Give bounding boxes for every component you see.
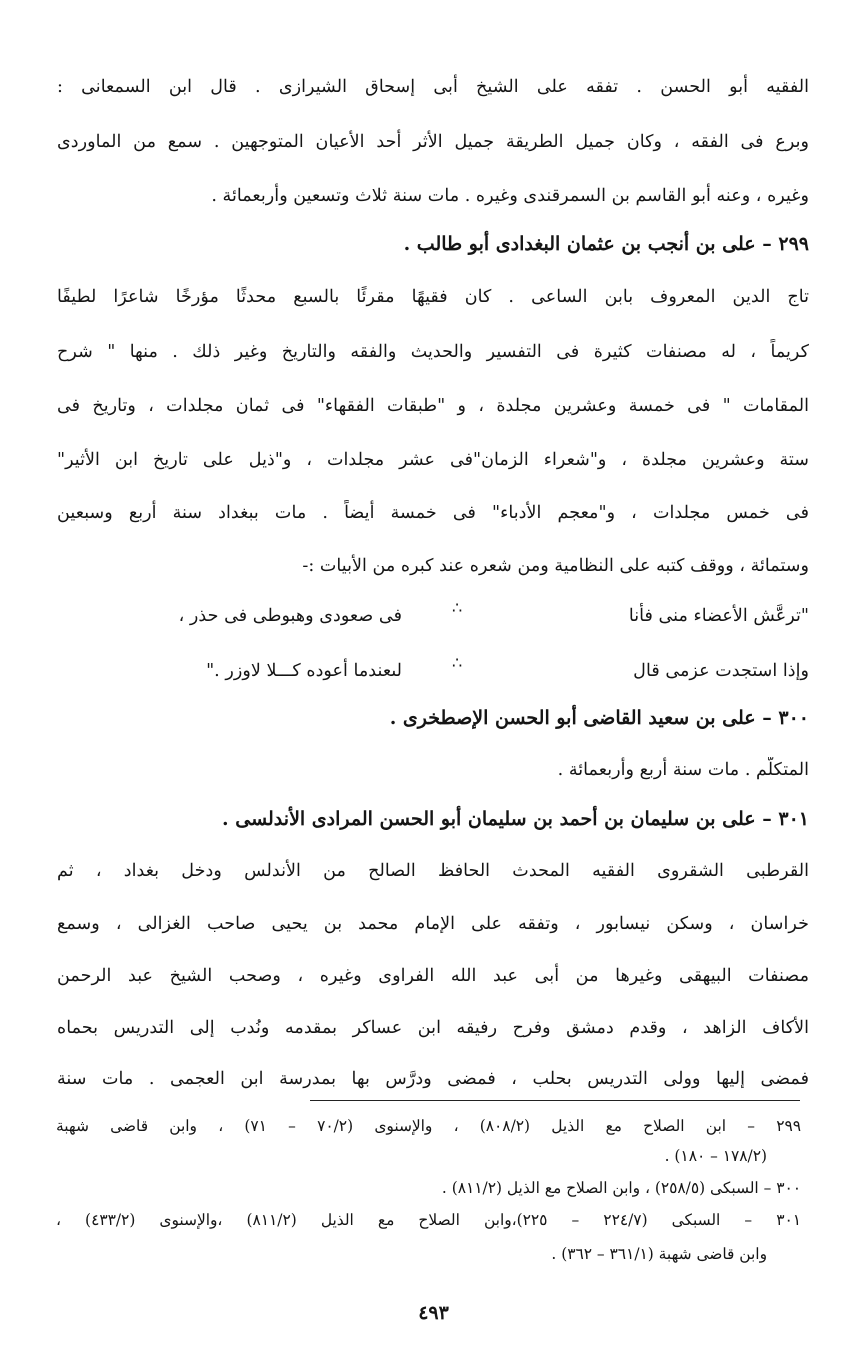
footnote-line: ٢٩٩ – ابن الصلاح مع الذيل (٨٠٨/٢) ، والإسنوى (٧٠/٢ – ٧١) ، وابن قاضى شهبة bbox=[56, 1117, 801, 1135]
verse-1-second-hemistich: فى صعودى وهبوطى فى حذر ، bbox=[178, 606, 402, 626]
footnote-line: ٣٠١ – السبكى (٢٢٤/٧ – ٢٢٥)،وابن الصلاح مع الذيل (٨١١/٢) ،والإسنوى (٤٣٣/٢) ، bbox=[56, 1211, 801, 1229]
verse-2-first-hemistich: وإذا استجدت عزمى قال bbox=[633, 661, 809, 681]
body-line: القرطبى الشقروى الفقيه المحدث الحافظ الصالح من الأندلس ودخل بغداد ، ثم bbox=[57, 861, 809, 881]
body-line: مصنفات البيهقى وغيرها من أبى عبد الله الفراوى وغيره ، وصحب الشيخ عبد الرحمن bbox=[57, 966, 809, 986]
body-line: ستة وعشرين مجلدة ، و"شعراء الزمان"فى عشر مجلدات ، و"ذيل على تاريخ ابن الأثير" bbox=[57, 450, 809, 470]
body-line: كريماً ، له مصنفات كثيرة فى التفسير والحديث والفقه والتاريخ وغير ذلك . منها " شرح bbox=[57, 342, 809, 362]
entry-heading-300: ٣٠٠ – على بن سعيد القاضى أبو الحسن الإصطخرى . bbox=[389, 707, 809, 729]
body-line: المقامات " فى خمسة وعشرين مجلدة ، و "طبقات الفقهاء" فى ثمان مجلدات ، وتاريخ فى bbox=[57, 396, 809, 416]
body-line: فى خمس مجلدات ، و"معجم الأدباء" فى خمسة أيضاً . مات ببغداد سنة أربع وسبعين bbox=[57, 503, 809, 523]
body-line: تاج الدين المعروف بابن الساعى . كان فقيهًا مقرئًا بالسبع محدثًا مؤرخًا شاعرًا لطيفًا bbox=[57, 287, 809, 307]
footnote-line: (١٧٨/٢ – ١٨٠) . bbox=[664, 1147, 767, 1165]
body-line: وبرع فى الفقه ، وكان جميل الطريقة جميل الأثر أحد الأعيان المتوجهين . سمع من الماوردى bbox=[57, 132, 809, 152]
body-line: الفقيه أبو الحسن . تفقه على الشيخ أبى إسحاق الشيرازى . قال ابن السمعانى : bbox=[57, 77, 809, 97]
page-number: ٤٩٣ bbox=[418, 1302, 449, 1324]
entry-heading-301: ٣٠١ – على بن سليمان بن أحمد بن سليمان أبو الحسن المرادى الأندلسى . bbox=[222, 808, 809, 830]
entry-heading-299: ٢٩٩ – على بن أنجب بن عثمان البغدادى أبو طالب . bbox=[403, 233, 809, 255]
verse-separator: ∴ bbox=[452, 653, 463, 672]
body-line: الأكاف الزاهد ، وقدم دمشق وفرح رفيقه ابن عساكر بمقدمه ونُدب إلى التدريس بحماه bbox=[57, 1018, 809, 1038]
footnote-line: ٣٠٠ – السبكى (٢٥٨/٥) ، وابن الصلاح مع الذيل (٨١١/٢) . bbox=[441, 1179, 801, 1197]
footnote-rule bbox=[310, 1100, 800, 1101]
footnote-line: وابن قاضى شهبة (٣٦١/١ – ٣٦٢) . bbox=[551, 1245, 767, 1263]
verse-separator: ∴ bbox=[452, 598, 463, 617]
body-line: فمضى إليها وولى التدريس بحلب ، فمضى ودرَّس بها بمدرسة ابن العجمى . مات سنة bbox=[57, 1069, 809, 1089]
body-line: المتكلّم . مات سنة أربع وأربعمائة . bbox=[557, 760, 809, 780]
body-line: وغيره ، وعنه أبو القاسم بن السمرقندى وغيره . مات سنة ثلاث وتسعين وأربعمائة . bbox=[211, 186, 809, 206]
verse-2-second-hemistich: لىعندما أعوده كـــلا لاوزر ." bbox=[206, 661, 402, 681]
verse-1-first-hemistich: "ترعَّش الأعضاء منى فأنا bbox=[628, 606, 809, 626]
body-line: وستمائة ، ووقف كتبه على النظامية ومن شعره عند كبره من الأبيات :- bbox=[302, 556, 809, 576]
body-line: خراسان ، وسكن نيسابور ، وتفقه على الإمام محمد بن يحيى صاحب الغزالى ، وسمع bbox=[57, 914, 809, 934]
